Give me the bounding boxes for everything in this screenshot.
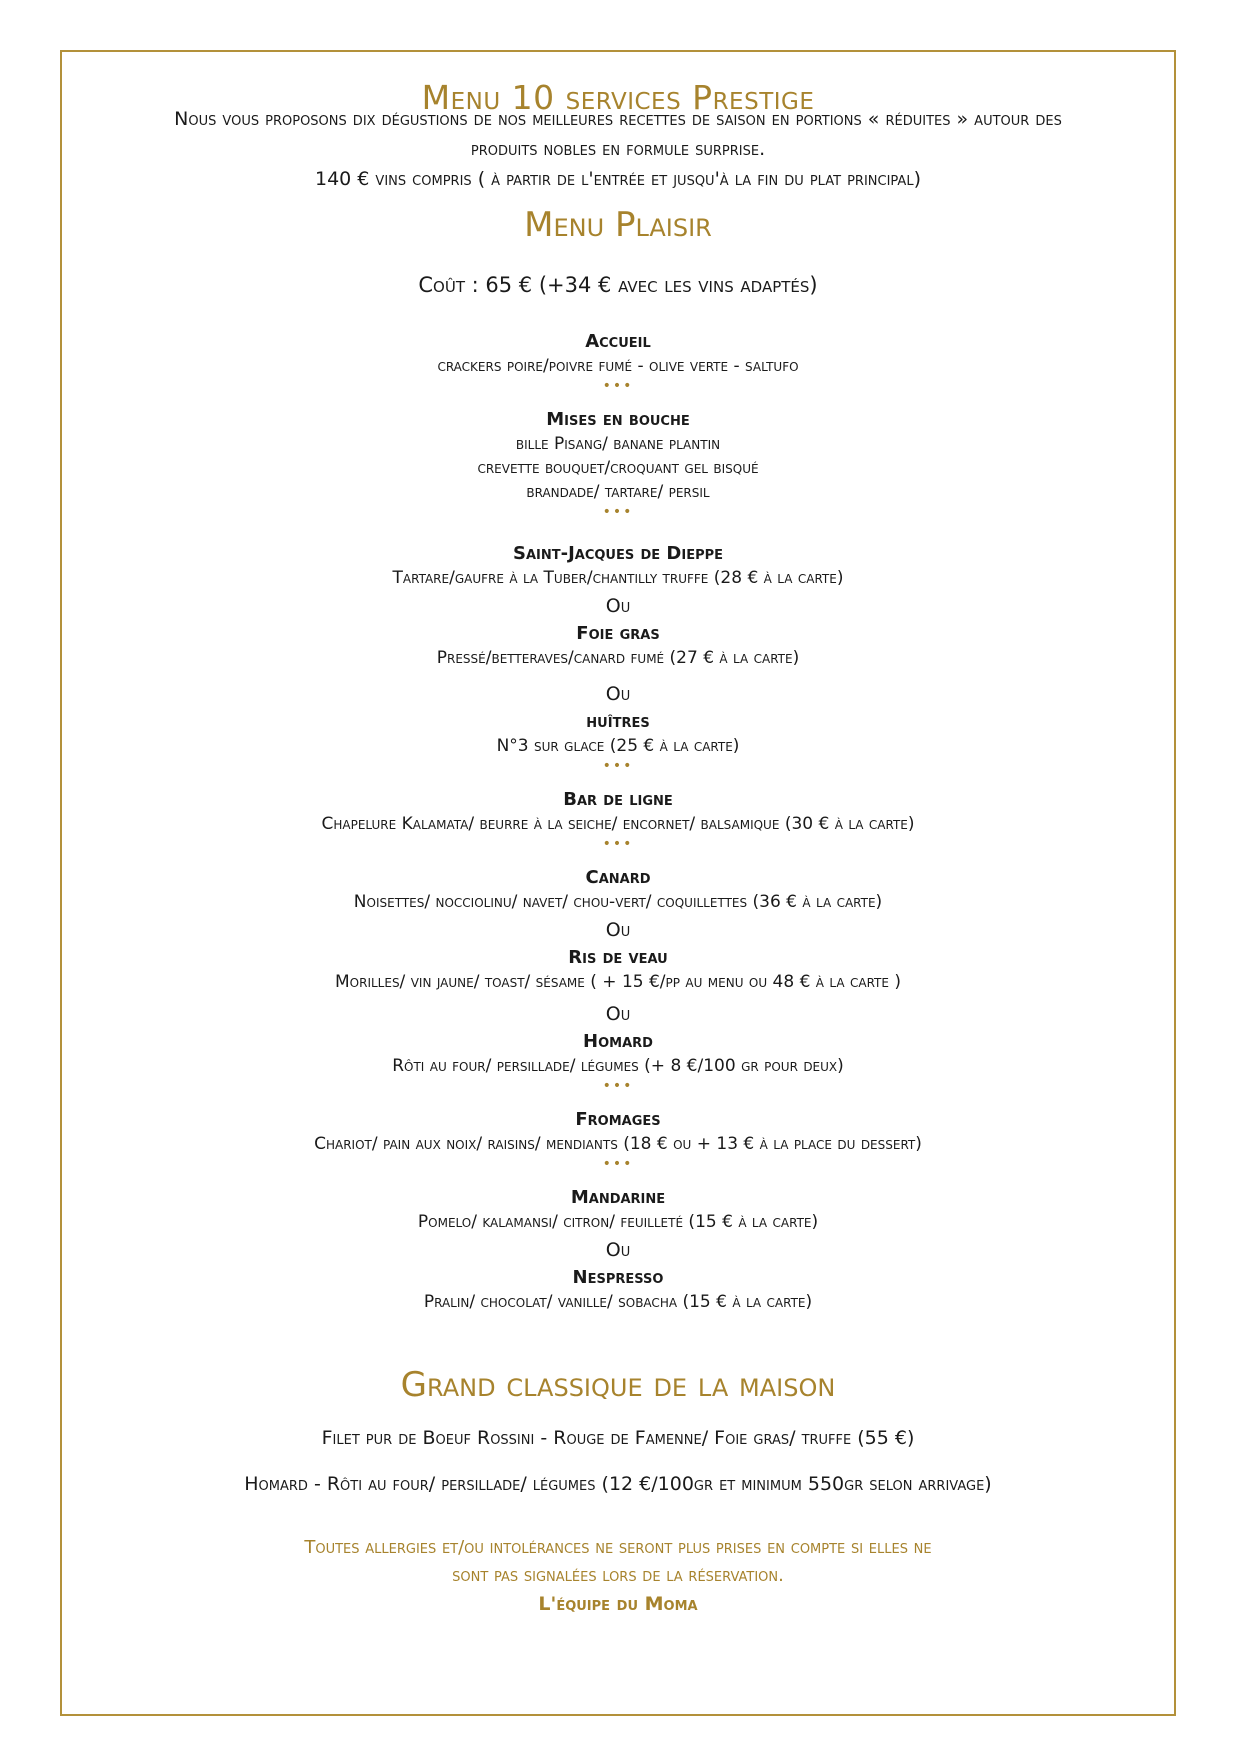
course-desc: N°3 sur glace (25 € à la carte) [496,736,740,756]
course-name: Homard [583,1031,653,1052]
course-desc: bille Pisang/ banane plantin [515,434,721,454]
separator-dots: ••• [602,378,634,394]
course-homard [60,1030,1176,1094]
separator-dots: ••• [602,758,634,774]
page-title: Menu 10 services Prestige [408,78,829,117]
allergy-note-line-2: sont pas signalées lors de la réservation. [452,1565,784,1586]
course-name: Mises en bouche [546,409,690,430]
intro-line-3: 140 € vins compris ( à partir de l'entrée et jusqu'à la fin du plat principal) [315,168,921,190]
course-desc: Morilles/ vin jaune/ toast/ sésame ( + 15 €/pp au menu ou 48 € à la carte ) [335,972,901,992]
course-name: huîtres [586,711,650,732]
course-desc: Tartare/gaufre à la Tuber/chantilly truffe (28 € à la carte) [392,568,844,588]
course-desc: crevette bouquet/croquant gel bisqué [477,458,759,478]
grand-classique-line-1: Filet pur de Boeuf Rossini - Rouge de Famenne/ Foie gras/ truffe (55 €) [321,1427,915,1449]
course-desc: brandade/ tartare/ persil [526,482,710,502]
footer [60,1534,1176,1618]
course-mandarine [60,1186,1176,1234]
intro-block [60,104,1176,1618]
course-desc: Pomelo/ kalamansi/ citron/ feuilleté (15 € à la carte) [417,1212,819,1232]
allergy-note-line-1: Toutes allergies et/ou intolérances ne seront plus prises en compte si elles ne [304,1537,932,1558]
separator-dots: ••• [602,1078,634,1094]
course-name: Fromages [575,1109,661,1130]
ou-separator: Ou [605,1003,631,1025]
intro-line-2: produits nobles en formule surprise. [470,138,766,160]
separator-dots: ••• [602,504,634,520]
course-fromages [60,1108,1176,1172]
course-desc: Chapelure Kalamata/ beurre à la seiche/ encornet/ balsamique (30 € à la carte) [321,814,915,834]
course-name: Accueil [585,331,651,352]
ou-separator: Ou [605,1239,631,1261]
ou-separator: Ou [605,595,631,617]
course-name: Nespresso [572,1267,664,1288]
course-nespresso [60,1266,1176,1314]
course-desc: Chariot/ pain aux noix/ raisins/ mendiants (18 € ou + 13 € à la place du dessert) [314,1134,922,1154]
course-bar-de-ligne [60,788,1176,852]
separator-dots: ••• [602,1156,634,1172]
course-name: Ris de veau [568,947,668,968]
grand-classique-title: Grand classique de la maison [400,1365,836,1405]
separator-dots: ••• [602,836,634,852]
course-canard [60,866,1176,914]
course-name: Saint-Jacques de Dieppe [512,543,724,564]
course-name: Bar de ligne [563,789,673,810]
course-huitres [60,710,1176,774]
team-signature: L'équipe du Moma [538,1593,698,1615]
course-desc: Rôti au four/ persillade/ légumes (+ 8 €/100 gr pour deux) [392,1056,844,1076]
course-accueil [60,330,1176,394]
course-saint-jacques [60,542,1176,590]
course-name: Canard [585,867,651,888]
menu-plaisir-title: Menu Plaisir [524,205,712,245]
intro-line-1: Nous vous proposons dix dégustions de nos meilleures recettes de saison en portions « réduites » autour des [174,108,1062,130]
course-ris-de-veau [60,946,1176,994]
course-name: Mandarine [570,1187,666,1208]
ou-separator: Ou [605,683,631,705]
course-name: Foie gras [576,623,660,644]
course-desc: Pralin/ chocolat/ vanille/ sobacha (15 € à la carte) [423,1292,813,1312]
course-foie-gras [60,622,1176,670]
course-mises-en-bouche [60,408,1176,520]
course-desc: crackers poire/poivre fumé - olive verte - saltufo [437,356,799,376]
menu-plaisir-cost: Coût : 65 € (+34 € avec les vins adaptés) [418,273,818,297]
course-desc: Noisettes/ nocciolinu/ navet/ chou-vert/ coquillettes (36 € à la carte) [353,892,883,912]
ou-separator: Ou [605,919,631,941]
grand-classique-line-2: Homard - Rôti au four/ persillade/ légumes (12 €/100gr et minimum 550gr selon arrivage) [244,1473,992,1495]
course-desc: Pressé/betteraves/canard fumé (27 € à la carte) [436,648,800,668]
